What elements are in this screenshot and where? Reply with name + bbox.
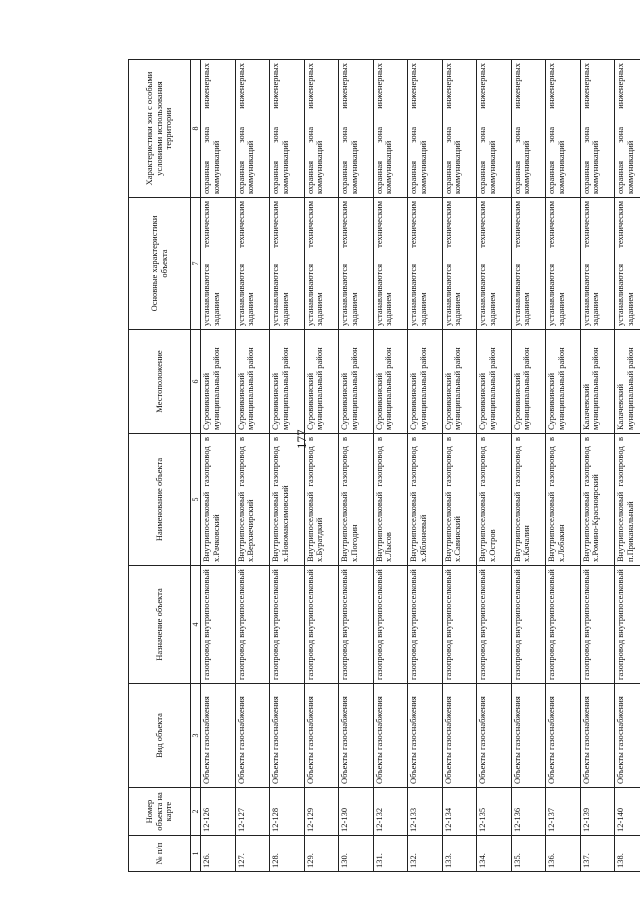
- object-characteristics: устанавливаются техническим заданием: [511, 198, 546, 330]
- object-characteristics: устанавливаются техническим заданием: [408, 198, 443, 330]
- zone-characteristics: охранная зона инженерных коммуникаций: [235, 60, 270, 198]
- column-number: 3: [191, 684, 201, 788]
- object-purpose: газопровод внутрипоселковый: [373, 566, 408, 684]
- object-type: Объекты газоснабжения: [477, 684, 512, 788]
- zone-characteristics: охранная зона инженерных коммуникаций: [546, 60, 581, 198]
- object-name: Внутрипоселковый газопровод в х.Погодин: [339, 434, 374, 566]
- object-characteristics: устанавливаются техническим заданием: [201, 198, 236, 330]
- object-name: Внутрипоселковый газопровод в х.Яблоневый: [408, 434, 443, 566]
- zone-characteristics: охранная зона инженерных коммуникаций: [477, 60, 512, 198]
- object-map-number: 12-133: [408, 788, 443, 836]
- row-number: 135.: [511, 836, 546, 872]
- zone-characteristics: охранная зона инженерных коммуникаций: [373, 60, 408, 198]
- row-number: 127.: [235, 836, 270, 872]
- header-cell: Местоположение: [129, 330, 191, 434]
- table-row: [373, 60, 408, 872]
- object-type: Объекты газоснабжения: [373, 684, 408, 788]
- zone-characteristics: охранная зона инженерных коммуникаций: [580, 60, 615, 198]
- object-type: Объекты газоснабжения: [546, 684, 581, 788]
- object-map-number: 12-126: [201, 788, 236, 836]
- object-purpose: газопровод внутрипоселковый: [442, 566, 477, 684]
- object-name: Внутрипоселковый газопровод в х.Качалин: [511, 434, 546, 566]
- object-name: Внутрипоселковый газопровод в х.Верхнечирский: [235, 434, 270, 566]
- zone-characteristics: охранная зона инженерных коммуникаций: [304, 60, 339, 198]
- object-purpose: газопровод внутрипоселковый: [477, 566, 512, 684]
- column-number: 7: [191, 198, 201, 330]
- object-characteristics: устанавливаются техническим заданием: [304, 198, 339, 330]
- object-name: Внутрипоселковый газопровод в х.Савинский: [442, 434, 477, 566]
- zone-characteristics: охранная зона инженерных коммуникаций: [442, 60, 477, 198]
- object-map-number: 12-135: [477, 788, 512, 836]
- table-row: [304, 60, 339, 872]
- object-purpose: газопровод внутрипоселковый: [580, 566, 615, 684]
- page-number: 177: [294, 429, 309, 449]
- table-row: [511, 60, 546, 872]
- object-name: Внутрипоселковый газопровод в х.Лобакин: [546, 434, 581, 566]
- row-number: 133.: [442, 836, 477, 872]
- object-location: Суровикинский муниципальный район: [339, 330, 374, 434]
- row-number: 130.: [339, 836, 374, 872]
- object-type: Объекты газоснабжения: [580, 684, 615, 788]
- table-row: [201, 60, 236, 872]
- object-purpose: газопровод внутрипоселковый: [270, 566, 305, 684]
- object-location: Калачевский муниципальный район: [580, 330, 615, 434]
- row-number: 132.: [408, 836, 443, 872]
- object-name: Внутрипоселковый газопровод в п.Приканальный: [615, 434, 640, 566]
- object-characteristics: устанавливаются техническим заданием: [270, 198, 305, 330]
- object-map-number: 12-132: [373, 788, 408, 836]
- object-map-number: 12-136: [511, 788, 546, 836]
- header-row: [129, 60, 191, 872]
- row-number: 131.: [373, 836, 408, 872]
- table-container: [128, 60, 635, 872]
- objects-table: [128, 59, 640, 872]
- object-purpose: газопровод внутрипоселковый: [511, 566, 546, 684]
- object-map-number: 12-137: [546, 788, 581, 836]
- object-characteristics: устанавливаются техническим заданием: [235, 198, 270, 330]
- column-number: 8: [191, 60, 201, 198]
- object-name: Внутрипоселковый газопровод в х.Лысов: [373, 434, 408, 566]
- object-purpose: газопровод внутрипоселковый: [546, 566, 581, 684]
- header-cell: Основные характеристики объекта: [129, 198, 191, 330]
- object-type: Объекты газоснабжения: [201, 684, 236, 788]
- object-type: Объекты газоснабжения: [511, 684, 546, 788]
- table-row: [339, 60, 374, 872]
- object-name: Внутрипоселковый газопровод в х.Новомаксимовский: [270, 434, 305, 566]
- object-name: Внутрипоселковый газопровод в х.Ромино-Красноярский: [580, 434, 615, 566]
- object-purpose: газопровод внутрипоселковый: [615, 566, 640, 684]
- object-location: Суровикинский муниципальный район: [511, 330, 546, 434]
- object-location: Калачевский муниципальный район: [615, 330, 640, 434]
- column-number-row: [191, 60, 201, 872]
- zone-characteristics: охранная зона инженерных коммуникаций: [615, 60, 640, 198]
- table-row: [270, 60, 305, 872]
- zone-characteristics: охранная зона инженерных коммуникаций: [408, 60, 443, 198]
- object-purpose: газопровод внутрипоселковый: [201, 566, 236, 684]
- object-type: Объекты газоснабжения: [442, 684, 477, 788]
- table-body: [201, 60, 640, 872]
- header-cell: Наименование объекта: [129, 434, 191, 566]
- object-characteristics: устанавливаются техническим заданием: [442, 198, 477, 330]
- object-type: Объекты газоснабжения: [235, 684, 270, 788]
- object-location: Суровикинский муниципальный район: [546, 330, 581, 434]
- row-number: 126.: [201, 836, 236, 872]
- object-location: Суровикинский муниципальный район: [235, 330, 270, 434]
- column-number: 4: [191, 566, 201, 684]
- header-cell: Назначение объекта: [129, 566, 191, 684]
- object-characteristics: устанавливаются техническим заданием: [615, 198, 640, 330]
- object-location: Суровикинский муниципальный район: [201, 330, 236, 434]
- object-type: Объекты газоснабжения: [270, 684, 305, 788]
- row-number: 137.: [580, 836, 615, 872]
- object-type: Объекты газоснабжения: [339, 684, 374, 788]
- table-row: [546, 60, 581, 872]
- object-purpose: газопровод внутрипоселковый: [304, 566, 339, 684]
- object-type: Объекты газоснабжения: [615, 684, 640, 788]
- column-number: 1: [191, 836, 201, 872]
- object-location: Суровикинский муниципальный район: [477, 330, 512, 434]
- table-row: [235, 60, 270, 872]
- object-location: Суровикинский муниципальный район: [373, 330, 408, 434]
- object-type: Объекты газоснабжения: [304, 684, 339, 788]
- object-location: Суровикинский муниципальный район: [270, 330, 305, 434]
- object-purpose: газопровод внутрипоселковый: [235, 566, 270, 684]
- row-number: 128.: [270, 836, 305, 872]
- object-name: Внутрипоселковый газопровод в х.Буратдкий: [304, 434, 339, 566]
- object-location: Суровикинский муниципальный район: [408, 330, 443, 434]
- row-number: 136.: [546, 836, 581, 872]
- table-row: [408, 60, 443, 872]
- column-number: 2: [191, 788, 201, 836]
- table-row: [615, 60, 640, 872]
- header-cell: № п/п: [129, 836, 191, 872]
- object-name: Внутрипоселковый газопровод в х.Рачковский: [201, 434, 236, 566]
- object-map-number: 12-139: [580, 788, 615, 836]
- object-location: Суровикинский муниципальный район: [304, 330, 339, 434]
- object-map-number: 12-129: [304, 788, 339, 836]
- object-map-number: 12-130: [339, 788, 374, 836]
- table-row: [477, 60, 512, 872]
- row-number: 129.: [304, 836, 339, 872]
- object-characteristics: устанавливаются техническим заданием: [580, 198, 615, 330]
- object-characteristics: устанавливаются техническим заданием: [339, 198, 374, 330]
- zone-characteristics: охранная зона инженерных коммуникаций: [339, 60, 374, 198]
- object-map-number: 12-127: [235, 788, 270, 836]
- object-type: Объекты газоснабжения: [408, 684, 443, 788]
- object-map-number: 12-140: [615, 788, 640, 836]
- object-purpose: газопровод внутрипоселковый: [339, 566, 374, 684]
- zone-characteristics: охранная зона инженерных коммуникаций: [270, 60, 305, 198]
- header-cell: Вид объекта: [129, 684, 191, 788]
- object-purpose: газопровод внутрипоселковый: [408, 566, 443, 684]
- object-characteristics: устанавливаются техническим заданием: [477, 198, 512, 330]
- header-cell: Номер объекта на карте: [129, 788, 191, 836]
- column-number: 6: [191, 330, 201, 434]
- row-number: 138.: [615, 836, 640, 872]
- object-map-number: 12-128: [270, 788, 305, 836]
- row-number: 134.: [477, 836, 512, 872]
- column-number: 5: [191, 434, 201, 566]
- object-characteristics: устанавливаются техническим заданием: [373, 198, 408, 330]
- object-location: Суровикинский муниципальный район: [442, 330, 477, 434]
- object-name: Внутрипоселковый газопровод в х.Остров: [477, 434, 512, 566]
- object-map-number: 12-134: [442, 788, 477, 836]
- zone-characteristics: охранная зона инженерных коммуникаций: [201, 60, 236, 198]
- table-row: [580, 60, 615, 872]
- header-cell: Характеристики зон с особыми условиями использования территории: [129, 60, 191, 198]
- table-row: [442, 60, 477, 872]
- object-characteristics: устанавливаются техническим заданием: [546, 198, 581, 330]
- zone-characteristics: охранная зона инженерных коммуникаций: [511, 60, 546, 198]
